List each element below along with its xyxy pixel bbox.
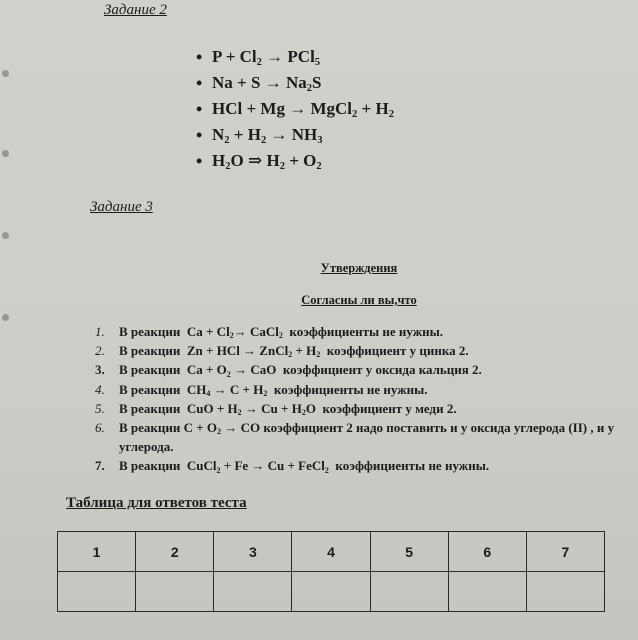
answer-col-5: 5 [370,532,448,572]
answers-table [57,531,605,612]
statement-item: 7. В реакции CuCl2 + Fe → Cu + FeCl2 коэффициенты не нужны. [95,458,490,475]
answer-col-7: 7 [526,532,604,572]
task2-title: Задание 2 [104,2,167,18]
statement-item: 4. В реакции CH4 → C + H2 коэффициенты не нужны. [95,381,428,398]
question-title: Согласны ли вы,что [301,293,417,307]
answer-cell[interactable] [58,572,136,612]
answer-cell[interactable] [292,572,370,612]
statement-item: 2. В реакции Zn + HCl → ZnCl2 + H2 коэффициент у цинка 2. [95,343,469,360]
statement-item: 6. В реакции C + O2 → CO коэффициент 2 надо поставить и у оксида углерода (II) , и у углерода. [95,420,615,455]
task3-title: Задание 3 [90,199,153,215]
answer-col-1: 1 [58,532,136,572]
statement-item: 1. В реакции Ca + Cl2→ CaCl2 коэффициенты не нужны. [95,324,444,341]
answer-col-4: 4 [292,532,370,572]
answers-header-row [58,532,605,572]
statement-item: 5. В реакции CuO + H2 → Cu + H2O коэффициент у меди 2. [95,400,457,418]
answer-cell[interactable] [370,572,448,612]
answer-col-2: 2 [136,532,214,572]
answer-cell[interactable] [214,572,292,612]
statement-item: 3. В реакции Ca + O2 → CaO коэффициент у оксида кальция 2. [95,362,482,379]
answer-col-3: 3 [214,532,292,572]
binder-holes [2,0,12,640]
statements-list [95,322,635,476]
answer-cell[interactable] [136,572,214,612]
worksheet-page: Задание 2 P + Cl2 → PCl5 Na + S → Na2S HCl + Mg → MgCl2 + H2 N2 + H2 → NH3 H2O ⇒ H2 + O2 Задание 3 Утверждения Согласны ли вы,что 1. В реакции Ca + Cl2→ CaCl2 коэффициенты не нужны. 2. В реакции Zn + HCl → ZnCl2 + H2 коэффициент у цинка 2. 3. В реакции Ca + O2 → CaO коэффициент у оксида кальция 2. 4. В реакции CH4 → C + H2 коэффициенты не нужны. 5. В реакции CuO + H2 → Cu + H2O коэффициент у меди 2. 6. В реакции C + O2 → CO коэффициент 2 надо поставить и у оксида углерода (II) , и у углерода. 7. В реакции CuCl2 + Fe → Cu + FeCl2 коэффициенты не нужны. Таблица для ответов теста 1 2 3 4 5 6 7 [0,0,638,640]
answers-table-title: Таблица для ответов теста [66,495,247,511]
answer-cell[interactable] [526,572,604,612]
answers-blank-row [58,572,605,612]
statements-title: Утверждения [320,261,398,275]
answer-cell[interactable] [448,572,526,612]
answer-col-6: 6 [448,532,526,572]
